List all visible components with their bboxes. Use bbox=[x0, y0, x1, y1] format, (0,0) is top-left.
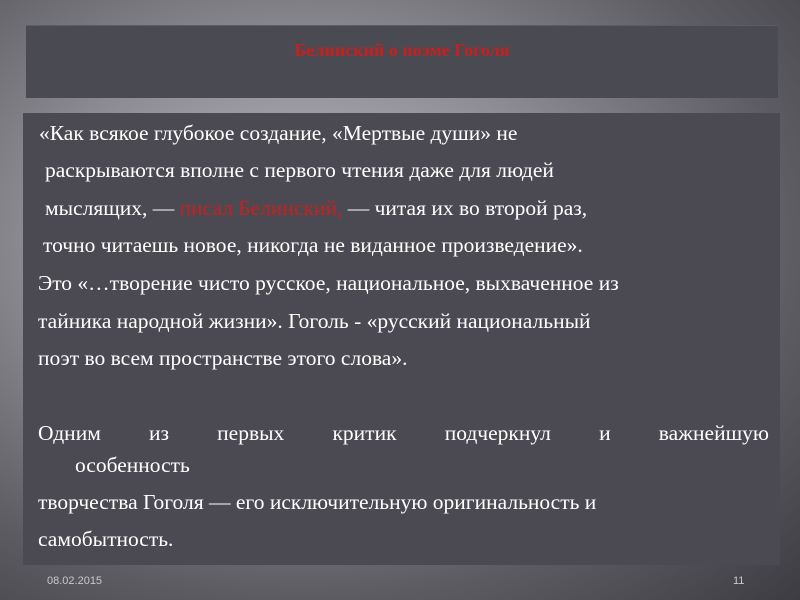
text-line-10: творчества Гоголя — его исключительную оригинальность и bbox=[38, 490, 597, 514]
word: из bbox=[148, 421, 169, 445]
slide-number: 11 bbox=[733, 575, 745, 587]
text-line-3-end: — читая их во второй раз, bbox=[342, 196, 588, 220]
slide-date: 08.02.2015 bbox=[47, 575, 103, 587]
text-line-3 bbox=[45, 196, 587, 221]
text-line-6: тайника народной жизни». Гоголь - «русский национальный bbox=[38, 309, 591, 333]
author-reference: писал Белинский, bbox=[179, 196, 343, 220]
content-panel bbox=[23, 113, 780, 565]
text-line-2: раскрываются вполне с первого чтения даже для людей bbox=[45, 158, 554, 182]
text-line-4: точно читаешь новое, никогда не виданное произведение». bbox=[43, 233, 583, 257]
word: и bbox=[599, 421, 611, 445]
word: критик bbox=[332, 421, 397, 445]
text-line-7: поэт во всем пространстве этого слова». bbox=[38, 346, 408, 370]
word: подчеркнул bbox=[444, 421, 551, 445]
title-bar bbox=[26, 25, 778, 98]
text-line-1: «Как всякое глубокое создание, «Мертвые души» не bbox=[39, 121, 518, 145]
slide-title: Белинский о поэме Гоголя bbox=[294, 40, 510, 60]
text-line-9: особенность bbox=[75, 453, 190, 477]
text-line-8 bbox=[38, 421, 769, 446]
word: важнейшую bbox=[658, 421, 769, 445]
text-line-5: Это «…творение чисто русское, национальное, выхваченное из bbox=[38, 271, 619, 295]
text-line-3-start: мыслящих, — bbox=[45, 196, 180, 220]
text-line-11: самобытность. bbox=[38, 527, 174, 551]
word: первых bbox=[217, 421, 285, 445]
word: Одним bbox=[38, 421, 101, 445]
